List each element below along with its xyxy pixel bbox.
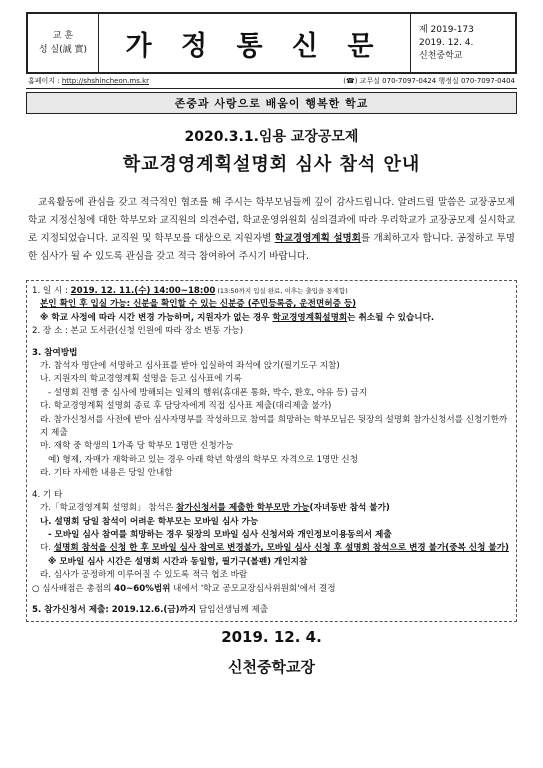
notice-page (26, 12, 517, 677)
submission-deadline (32, 604, 511, 617)
school-motto (28, 14, 99, 72)
issue-info (410, 14, 515, 72)
list-item: 라. 기타 자세한 내용은 당일 안내함 (40, 468, 173, 479)
school-name: 신천중학교 (419, 50, 463, 61)
motto-label: 교 훈 (52, 31, 74, 41)
section-heading: 3. 참여방법 (32, 347, 78, 358)
item-emphasis: 40~60%범위 (114, 583, 171, 594)
list-item: 나. 지원자의 학교경영계획 설명을 듣고 심사표에 기록 (40, 374, 242, 385)
detail-notice (32, 312, 511, 325)
section-heading: 4. 기 타 (32, 489, 63, 500)
list-item (32, 542, 511, 555)
intro-text-2: 를 개최하고자 합니다. 공정하고 투명한 심사가 될 수 있도록 관심을 갖고 적극 참여하여 주시기 바랍니다. (28, 233, 515, 262)
spacer (32, 481, 511, 489)
details-box (26, 280, 517, 622)
list-item: 나. 설명회 당일 참석이 어려운 학부모는 모바일 심사 가능 (40, 516, 259, 527)
spacer (32, 596, 511, 604)
issue-date: 2019. 12. 4. (419, 37, 474, 48)
masthead (26, 12, 517, 74)
contact-row (26, 74, 517, 89)
detail-location: 2. 장 소 : 본교 도서관(신청 인원에 따라 장소 변동 가능) (32, 326, 244, 337)
homepage (28, 76, 149, 86)
list-item: 라. 심사가 공정하게 이루어질 수 있도록 적극 협조 바람 (40, 570, 248, 581)
motto-text: 성 실(誠 實) (38, 45, 88, 55)
page-title: 학교경영계획설명회 심사 참석 안내 (122, 154, 421, 175)
school-slogan: 존중과 사랑으로 배움이 행복한 학교 (26, 92, 517, 114)
list-item: - 설명회 진행 중 심사에 방해되는 일체의 행위(휴대폰 통화, 박수, 환호, 야유 등) 금지 (48, 387, 368, 398)
intro-highlight: 학교경영계획 설명회 (274, 233, 361, 244)
phone-numbers: (☎) 교무실 070-7097-0424 행정실 070-7097-0404 (343, 77, 515, 85)
item-emphasis: 참가신청서를 제출한 학부모만 가능 (176, 503, 310, 514)
intro-text-1: 교육활동에 관심을 갖고 적극적인 협조를 해 주시는 학부모님들께 깊이 감사드립니다. 알려드릴 말씀은 교장공모제학교 지정신청에 대한 학부모와 교직원의 의견수렴, 학교운영위원회 심의결과에 따라 우리학교가 교장공모제 실시학교로 지정되었습니다. 교직원 및 학부모를 대상으로 지원자별 (28, 197, 515, 244)
subtitle: 2020.3.1.임용 교장공모제 (184, 129, 359, 145)
list-item: 마. 재학 중 학생의 1가족 당 학부모 1명만 신청가능 (40, 441, 234, 452)
principal-signature: 신천중학교장 (228, 658, 315, 677)
spacer (32, 339, 511, 347)
item-text: ○ 심사배점은 총점의 (32, 583, 115, 594)
list-item: ※ 모바일 심사 시간은 설명회 시간과 동일함, 필기구(볼펜) 개인지참 (48, 556, 308, 567)
list-item: 예) 형제, 자매가 재학하고 있는 경우 아래 학년 학생의 학부모 자격으로 1명만 신청 (48, 454, 358, 465)
issue-number: 제 2019-173 (419, 24, 474, 35)
newsletter-title: 가 정 통 신 문 (125, 30, 384, 62)
item-text: 가.「학교경영계획 설명회」 참석은 (40, 503, 177, 514)
list-item: 다. 학교경영계획 설명회 종료 후 담당자에게 직접 심사표 제출(대리제출 불가) (40, 401, 332, 412)
detail-notice-a: ※ 학교 사정에 따라 시간 변경 가능하며, 지원자가 없는 경우 (40, 312, 273, 323)
detail-notice-b: 학교경영계획설명회 (272, 312, 348, 323)
list-item (32, 502, 511, 515)
detail-label: 1. 일 시 : (32, 286, 71, 296)
item-text: 다. (40, 543, 54, 554)
footer-date: 2019. 12. 4. (221, 628, 322, 647)
item-note: (자녀동반 참석 불가) (309, 503, 390, 514)
item-text: 내에서 '학교 공모교장심사위원회'에서 결정 (170, 583, 336, 594)
deadline-note: 담임선생님께 제출 (196, 604, 269, 615)
detail-datetime (32, 285, 511, 298)
list-item: 라. 참가신청서를 사전에 받아 심사자명부를 작성하므로 참여를 희망하는 학부모님은 뒷장의 설명회 참가신청서를 신청기한까지 제출 (40, 414, 508, 439)
list-item: - 모바일 심사 참여를 희망하는 경우 뒷장의 모바일 심사 신청서와 개인정보이용동의서 제출 (48, 529, 392, 540)
detail-value: 2019. 12. 11.(수) 14:00~18:00 (70, 286, 216, 296)
list-item: 가. 참석자 명단에 서명하고 심사표를 받아 입실하여 좌석에 앉기(필기도구 지참) (40, 361, 340, 372)
detail-note: (13:50까지 입실 완료, 이후는 출입을 통제함) (215, 287, 348, 295)
list-item (32, 583, 511, 596)
detail-id-check: 본인 확인 후 입실 가능: 신분을 확인할 수 있는 신분증 (주민등록증, 운전면허증 등) (40, 299, 357, 310)
deadline-date: 5. 참가신청서 제출: 2019.12.6.(금)까지 (32, 604, 197, 615)
homepage-label: 홈페이지 : (28, 77, 60, 85)
detail-notice-c: 는 취소될 수 있습니다. (347, 312, 435, 323)
item-emphasis: 설명회 참석을 신청 한 후 모바일 심사 참여로 변경불가, 모바일 심사 신청 후 설명회 참석으로 변경 불가(중복 신청 불가) (53, 543, 509, 554)
homepage-link[interactable]: http://shshincheon.ms.kr (61, 77, 150, 85)
intro-paragraph (28, 194, 515, 266)
